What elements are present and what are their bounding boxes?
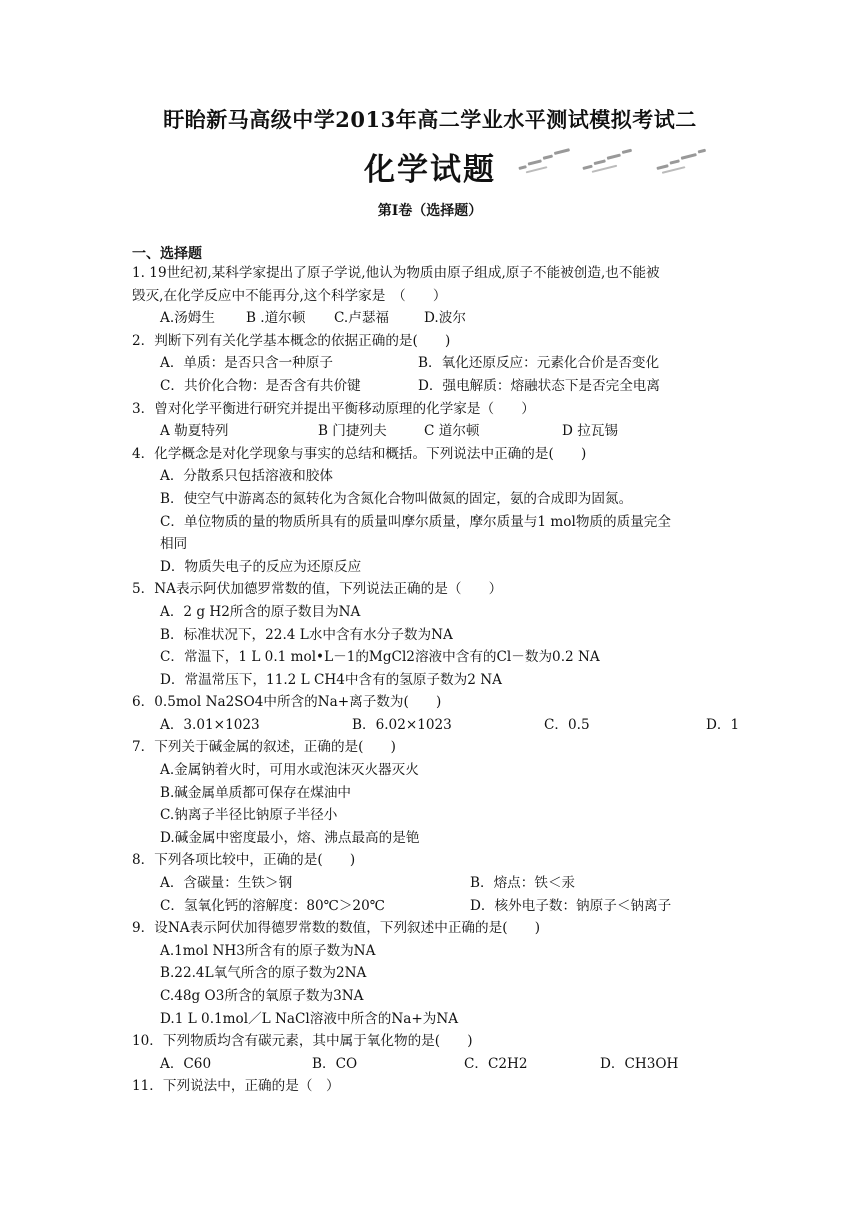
option-d: D．核外电子数：钠原子＜钠离子 — [470, 897, 672, 914]
option-a: A 勒夏特列 — [160, 423, 229, 440]
option-d: D．强电解质：熔融状态下是否完全电离 — [418, 377, 660, 394]
question-5: 5．NA表示阿伏加德罗常数的值，下列说法正确的是（ ） — [132, 581, 503, 598]
option-c: C.卢瑟福 — [334, 310, 390, 327]
question-9: 9．设NA表示阿伏加得德罗常数的数值，下列叙述中正确的是( ) — [132, 920, 540, 937]
question-3-options — [132, 420, 742, 443]
option-b: B．氧化还原反应：元素化合价是否变化 — [418, 355, 660, 372]
question-10: 10．下列物质均含有碳元素，其中属于氧化物的是( ) — [132, 1033, 473, 1050]
option-b: B .道尔顿 — [246, 310, 306, 327]
option-d: D．常温常压下，11.2 L CH4中含有的氢原子数为2 NA — [160, 671, 502, 688]
option-b: B．标准状况下，22.4 L水中含有水分子数为NA — [160, 626, 453, 643]
subject-title: 化学试题 — [364, 152, 496, 188]
question-11: 11．下列说法中，正确的是（ ） — [132, 1078, 340, 1095]
option-b: B 门捷列夫 — [318, 423, 387, 440]
option-b: B.碱金属单质都可保存在煤油中 — [160, 784, 352, 801]
question-1-line-1: 1. 19世纪初,某科学家提出了原子学说,他认为物质由原子组成,原子不能被创造,也不能被 — [132, 265, 660, 281]
volume-title: 第Ⅰ卷（选择题） — [377, 203, 483, 219]
question-2: 2．判断下列有关化学基本概念的依据正确的是( ) — [132, 332, 451, 349]
option-c: C．共价化合物：是否含有共价键 — [160, 377, 361, 394]
option-c-continued: 相同 — [160, 536, 188, 553]
question-10-options — [132, 1053, 742, 1076]
option-c: C．常温下，1 L 0.1 mol•L－1的MgCl2溶液中含有的Cl－数为0.2 NA — [160, 649, 600, 666]
option-a: A．2 g H2所含的原子数目为NA — [160, 603, 361, 620]
option-c: C 道尔顿 — [424, 423, 480, 440]
option-d: D.碱金属中密度最小，熔、沸点最高的是铯 — [160, 829, 420, 846]
option-d: D．物质失电子的反应为还原反应 — [160, 558, 362, 575]
school-title: 盱眙新马高级中学2013年高二学业水平测试模拟考试二 — [163, 107, 697, 132]
option-a: A.汤姆生 — [160, 310, 215, 327]
question-8-options-row-1 — [132, 872, 742, 895]
option-a: A．3.01×1023 — [160, 716, 260, 733]
option-b: B．使空气中游离态的氮转化为含氮化合物叫做氮的固定，氨的合成即为固氮。 — [160, 490, 633, 507]
option-a: A.金属钠着火时，可用水或泡沫灭火器灭火 — [160, 762, 419, 779]
question-4: 4．化学概念是对化学现象与事实的总结和概括。下列说法中正确的是( ) — [132, 445, 587, 462]
question-1-options — [132, 307, 742, 330]
option-d: D.波尔 — [424, 310, 466, 327]
question-8-options-row-2 — [132, 895, 742, 918]
question-2-options-row-2 — [132, 375, 742, 398]
question-6-options — [132, 714, 742, 737]
question-list — [132, 262, 742, 1098]
question-7: 7．下列关于碱金属的叙述，正确的是( ) — [132, 739, 396, 756]
option-c: C.48g O3所含的氧原子数为3NA — [160, 988, 364, 1004]
option-c: C．单位物质的量的物质所具有的质量叫摩尔质量，摩尔质量与1 mol物质的质量完全 — [160, 513, 671, 530]
option-d: D.1 L 0.1mol／L NaCl溶液中所含的Na+为NA — [160, 1010, 459, 1027]
question-2-options-row-1 — [132, 352, 742, 375]
option-c: C．C2H2 — [464, 1055, 528, 1072]
option-b: B．6.02×1023 — [352, 716, 452, 733]
option-b: B.22.4L氧气所含的原子数为2NA — [160, 965, 367, 982]
question-6: 6．0.5mol Na2SO4中所含的Na+离子数为( ) — [132, 694, 442, 711]
question-1-line-2: 毁灭,在化学反应中不能再分,这个科学家是 （ ） — [132, 287, 447, 304]
option-a: A．C60 — [160, 1055, 212, 1072]
option-b: B．CO — [312, 1055, 358, 1072]
section-title: 一、选择题 — [132, 246, 202, 262]
option-a: A．含碳量：生铁＞钢 — [160, 875, 293, 892]
option-d: D．1 — [706, 716, 740, 733]
option-b: B．熔点：铁＜汞 — [470, 875, 576, 892]
question-8: 8．下列各项比较中，正确的是( ) — [132, 852, 356, 869]
option-c: C．0.5 — [544, 716, 590, 733]
option-a: A.1mol NH3所含有的原子数为NA — [160, 942, 376, 959]
option-c: C.钠离子半径比钠原子半径小 — [160, 807, 338, 824]
option-d: D．CH3OH — [600, 1055, 679, 1072]
option-a: A．分散系只包括溶液和胶体 — [160, 468, 333, 485]
question-3: 3．曾对化学平衡进行研究并提出平衡移动原理的化学家是（ ） — [132, 400, 535, 417]
option-c: C．氢氧化钙的溶解度：80℃＞20℃ — [160, 897, 385, 914]
option-d: D 拉瓦锡 — [562, 423, 619, 440]
option-a: A．单质：是否只含一种原子 — [160, 355, 333, 372]
